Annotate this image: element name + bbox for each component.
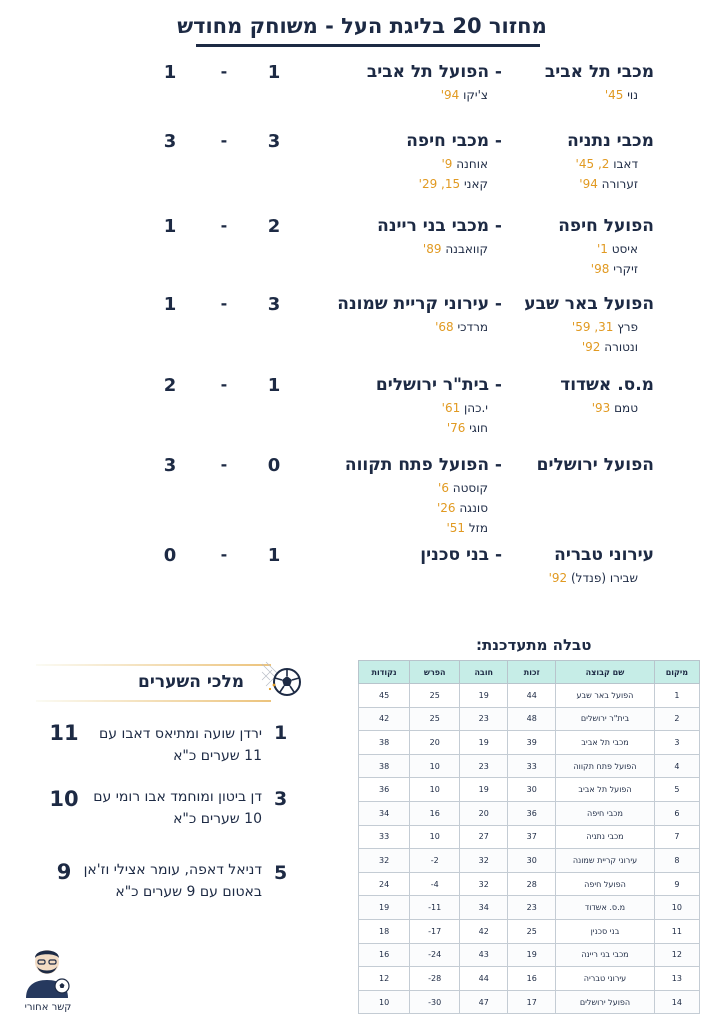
home-score: 3 xyxy=(267,131,281,152)
away-score: 1 xyxy=(163,216,177,237)
goal-entry xyxy=(605,85,638,105)
table-cell: הפועל תל אביב xyxy=(556,778,655,802)
column-header: חובה xyxy=(460,661,508,684)
home-scorers xyxy=(591,239,638,279)
away-team: - הפועל פתח תקווה xyxy=(344,455,502,475)
table-cell: 16 xyxy=(359,943,410,967)
column-header: הפרש xyxy=(410,661,460,684)
goal-minute: 94' xyxy=(579,177,598,191)
table-cell: 34 xyxy=(359,801,410,825)
home-team: מכבי תל אביב xyxy=(544,62,654,82)
goal-entry xyxy=(549,568,638,588)
table-cell: 43 xyxy=(460,943,508,967)
home-score: 1 xyxy=(267,375,281,396)
table-cell: 44 xyxy=(508,684,556,708)
column-header: זכות xyxy=(508,661,556,684)
brand-label: קשר אחורי xyxy=(24,1002,72,1013)
away-score: 3 xyxy=(163,455,177,476)
divider xyxy=(36,700,271,702)
table-cell: 27 xyxy=(460,825,508,849)
table-cell: 6 xyxy=(654,801,699,825)
scorer-rank: 1 xyxy=(274,722,288,744)
avatar-logo-icon xyxy=(22,942,72,998)
table-cell: 20 xyxy=(460,801,508,825)
home-score: 1 xyxy=(267,62,281,83)
score-separator: - xyxy=(220,294,228,313)
away-score: 3 xyxy=(163,131,177,152)
divider xyxy=(36,664,271,666)
table-cell: 30 xyxy=(508,849,556,873)
table-row xyxy=(359,731,700,755)
table-cell: 37 xyxy=(508,825,556,849)
table-cell: 8 xyxy=(654,849,699,873)
table-cell: -30 xyxy=(410,990,460,1014)
scorer-name: טמם xyxy=(610,401,638,415)
table-cell: 42 xyxy=(460,919,508,943)
table-cell: 36 xyxy=(359,778,410,802)
table-cell: 10 xyxy=(410,825,460,849)
goal-minute: 15, 29' xyxy=(418,177,461,191)
score-separator: - xyxy=(220,455,228,474)
scorer-rank: 3 xyxy=(274,788,288,810)
table-cell: 33 xyxy=(359,825,410,849)
table-cell: 10 xyxy=(359,990,410,1014)
match-row xyxy=(0,131,724,201)
scorer-names: דניאל דאפה, עומר אצילי וז'אן באטום עם 9 שערים כ"א xyxy=(83,862,262,900)
table-cell: 25 xyxy=(410,684,460,708)
scorer-rank: 5 xyxy=(274,862,288,884)
table-cell: 45 xyxy=(359,684,410,708)
match-row xyxy=(0,294,724,364)
scorer-names: דן ביטון ומוחמד אבו רומי עם 10 שערים כ"א xyxy=(93,789,262,827)
table-cell: 32 xyxy=(460,849,508,873)
table-cell: 13 xyxy=(654,967,699,991)
table-cell: מכבי חיפה xyxy=(556,801,655,825)
table-cell: 32 xyxy=(359,849,410,873)
table-cell: -4 xyxy=(410,872,460,896)
table-cell: מכבי נתניה xyxy=(556,825,655,849)
table-cell: 19 xyxy=(508,943,556,967)
table-cell: 28 xyxy=(508,872,556,896)
goal-minute: 61' xyxy=(441,401,461,415)
home-team: הפועל חיפה xyxy=(558,216,654,236)
goal-minute: 31, 59' xyxy=(571,320,614,334)
table-cell: 38 xyxy=(359,731,410,755)
column-header: מיקום xyxy=(654,661,699,684)
goal-minute: 98' xyxy=(590,262,610,276)
table-cell: -2 xyxy=(410,849,460,873)
goal-entry xyxy=(442,398,488,418)
table-cell: -17 xyxy=(410,919,460,943)
score-separator: - xyxy=(220,545,228,564)
away-score: 1 xyxy=(163,294,177,315)
goal-minute: 89' xyxy=(422,242,442,256)
away-scorers xyxy=(442,398,488,438)
away-team: - הפועל תל אביב xyxy=(366,62,502,82)
table-cell: 34 xyxy=(460,896,508,920)
goal-entry xyxy=(572,337,638,357)
table-cell: 39 xyxy=(508,731,556,755)
home-score: 0 xyxy=(267,455,281,476)
title-underline xyxy=(196,44,540,47)
goal-minute: 2, 45' xyxy=(575,157,610,171)
away-team: - מכבי בני ריינה xyxy=(377,216,502,236)
column-header: נקודות xyxy=(359,661,410,684)
away-team: - מכבי חיפה xyxy=(406,131,502,151)
table-cell: 19 xyxy=(359,896,410,920)
goal-minute: 26' xyxy=(436,501,456,515)
home-scorers xyxy=(549,568,638,588)
table-cell: 36 xyxy=(508,801,556,825)
table-cell: -28 xyxy=(410,967,460,991)
goal-minute: 51' xyxy=(446,521,466,535)
scorer-name: זערורה xyxy=(597,177,638,191)
goal-entry xyxy=(419,154,488,174)
scorer-name: זיקרי xyxy=(609,262,638,276)
goal-entry xyxy=(591,259,638,279)
goal-entry xyxy=(591,239,638,259)
scorer-name: י.כהן xyxy=(460,401,488,415)
table-cell: 14 xyxy=(654,990,699,1014)
table-cell: 17 xyxy=(508,990,556,1014)
match-row xyxy=(0,62,724,132)
table-cell: 10 xyxy=(410,754,460,778)
table-cell: בית"ר ירושלים xyxy=(556,707,655,731)
table-cell: 30 xyxy=(508,778,556,802)
goal-entry xyxy=(441,85,488,105)
home-scorers xyxy=(572,317,638,357)
away-scorers xyxy=(423,239,488,259)
home-scorers xyxy=(576,154,638,194)
table-cell: 23 xyxy=(460,754,508,778)
table-cell: 47 xyxy=(460,990,508,1014)
home-team: הפועל ירושלים xyxy=(536,455,654,475)
goal-minute: 94' xyxy=(440,88,460,102)
home-score: 2 xyxy=(267,216,281,237)
table-row xyxy=(359,919,700,943)
goal-entry xyxy=(576,174,638,194)
scorer-name: קאני xyxy=(460,177,488,191)
score-separator: - xyxy=(220,216,228,235)
home-scorers xyxy=(592,398,638,418)
scorer-name: פרץ xyxy=(613,320,638,334)
goal-entry xyxy=(437,498,488,518)
table-cell: 48 xyxy=(508,707,556,731)
table-cell: הפועל פתח תקווה xyxy=(556,754,655,778)
home-team: עירוני טבריה xyxy=(554,545,654,565)
table-cell: 19 xyxy=(460,778,508,802)
page-title: מחזור 20 בליגת העל - משוחק מחודש xyxy=(177,14,547,38)
scorer-name: מרדכי xyxy=(453,320,488,334)
table-cell: בני סכנין xyxy=(556,919,655,943)
table-cell: 24 xyxy=(359,872,410,896)
scorer-name: צ'יקו xyxy=(459,88,488,102)
goal-entry xyxy=(576,154,638,174)
away-score: 0 xyxy=(163,545,177,566)
table-cell: עירוני קריית שמונה xyxy=(556,849,655,873)
table-cell: 25 xyxy=(410,707,460,731)
score-separator: - xyxy=(220,62,228,81)
goal-entry xyxy=(437,478,488,498)
soccer-ball-icon xyxy=(260,660,304,700)
standings-table xyxy=(358,660,700,1014)
scorer-name: שבירו (פנדל) xyxy=(567,571,638,585)
table-row xyxy=(359,849,700,873)
scorer-name: קוואבנה xyxy=(441,242,488,256)
scorer-name: ונטורה xyxy=(600,340,638,354)
goal-entry xyxy=(423,239,488,259)
away-team: - בני סכנין xyxy=(420,545,502,565)
table-row xyxy=(359,684,700,708)
table-row xyxy=(359,754,700,778)
table-cell: 12 xyxy=(359,967,410,991)
table-row xyxy=(359,896,700,920)
table-row xyxy=(359,801,700,825)
score-separator: - xyxy=(220,131,228,150)
match-row xyxy=(0,216,724,286)
goal-entry xyxy=(442,418,488,438)
standings-title: טבלה מתעדכנת: xyxy=(476,636,592,654)
goal-minute: 6' xyxy=(438,481,449,495)
goal-entry xyxy=(437,518,488,538)
away-team: - בית"ר ירושלים xyxy=(375,375,502,395)
match-row xyxy=(0,545,724,615)
table-cell: 9 xyxy=(654,872,699,896)
match-row xyxy=(0,455,724,535)
table-cell: -11 xyxy=(410,896,460,920)
table-cell: 20 xyxy=(410,731,460,755)
goal-entry xyxy=(419,174,488,194)
column-header: שם קבוצה xyxy=(556,661,655,684)
away-scorers xyxy=(419,154,488,194)
goal-entry xyxy=(592,398,638,418)
scorer-name: איסט xyxy=(607,242,638,256)
home-team: הפועל באר שבע xyxy=(524,294,654,314)
table-header-row xyxy=(359,661,700,684)
goal-minute: 45' xyxy=(604,88,624,102)
scorer-name: סונגה xyxy=(455,501,488,515)
scorer-goals: 11 xyxy=(49,721,79,745)
table-row xyxy=(359,872,700,896)
scorer-goals: 10 xyxy=(49,787,79,811)
table-cell: מכבי תל אביב xyxy=(556,731,655,755)
table-cell: 1 xyxy=(654,684,699,708)
table-cell: 2 xyxy=(654,707,699,731)
away-team: - עירוני קריית שמונה xyxy=(337,294,502,314)
table-cell: 10 xyxy=(410,778,460,802)
table-cell: 19 xyxy=(460,731,508,755)
table-row xyxy=(359,707,700,731)
table-cell: מכבי בני ריינה xyxy=(556,943,655,967)
table-cell: עירוני טבריה xyxy=(556,967,655,991)
goal-minute: 9' xyxy=(441,157,453,171)
table-cell: -24 xyxy=(410,943,460,967)
table-cell: 23 xyxy=(460,707,508,731)
table-cell: 16 xyxy=(410,801,460,825)
goal-entry xyxy=(572,317,638,337)
home-team: מכבי נתניה xyxy=(567,131,654,151)
table-cell: 19 xyxy=(460,684,508,708)
table-cell: 11 xyxy=(654,919,699,943)
table-cell: 23 xyxy=(508,896,556,920)
table-cell: 7 xyxy=(654,825,699,849)
table-row xyxy=(359,990,700,1014)
home-score: 3 xyxy=(267,294,281,315)
table-cell: 44 xyxy=(460,967,508,991)
goal-minute: 76' xyxy=(446,421,466,435)
table-cell: 32 xyxy=(460,872,508,896)
table-cell: מ.ס. אשדוד xyxy=(556,896,655,920)
table-cell: 12 xyxy=(654,943,699,967)
scorer-name: נוי xyxy=(623,88,638,102)
table-cell: הפועל ירושלים xyxy=(556,990,655,1014)
goal-minute: 92' xyxy=(581,340,601,354)
scorer-name: חוגי xyxy=(465,421,488,435)
goal-minute: 93' xyxy=(591,401,611,415)
table-cell: הפועל חיפה xyxy=(556,872,655,896)
away-score: 2 xyxy=(163,375,177,396)
match-row xyxy=(0,375,724,445)
table-cell: 5 xyxy=(654,778,699,802)
goal-minute: 68' xyxy=(435,320,454,334)
away-scorers xyxy=(441,85,488,105)
top-scorers-heading: מלכי השערים xyxy=(138,672,245,692)
scorer-name: דאבו xyxy=(609,157,638,171)
table-cell: 3 xyxy=(654,731,699,755)
scorer-goals: 9 xyxy=(56,860,72,884)
table-cell: 33 xyxy=(508,754,556,778)
table-row xyxy=(359,943,700,967)
home-score: 1 xyxy=(267,545,281,566)
scorer-name: קוסטה xyxy=(448,481,488,495)
scorer-name: מזל xyxy=(465,521,488,535)
table-cell: 38 xyxy=(359,754,410,778)
table-cell: 25 xyxy=(508,919,556,943)
table-row xyxy=(359,778,700,802)
table-cell: 18 xyxy=(359,919,410,943)
table-row xyxy=(359,967,700,991)
home-team: מ.ס. אשדוד xyxy=(560,375,654,395)
home-scorers xyxy=(605,85,638,105)
scorer-names: ירדן שועה ומתיאס דאבו עם 11 שערים כ"א xyxy=(99,726,262,764)
goal-minute: 92' xyxy=(548,571,568,585)
table-row xyxy=(359,825,700,849)
goal-entry xyxy=(435,317,488,337)
table-cell: 4 xyxy=(654,754,699,778)
scorer-name: אוחנה xyxy=(452,157,488,171)
away-score: 1 xyxy=(163,62,177,83)
score-separator: - xyxy=(220,375,228,394)
table-cell: 10 xyxy=(654,896,699,920)
table-cell: 16 xyxy=(508,967,556,991)
away-scorers xyxy=(435,317,488,337)
table-cell: הפועל באר שבע xyxy=(556,684,655,708)
away-scorers xyxy=(437,478,488,538)
goal-minute: 1' xyxy=(596,242,608,256)
table-cell: 42 xyxy=(359,707,410,731)
